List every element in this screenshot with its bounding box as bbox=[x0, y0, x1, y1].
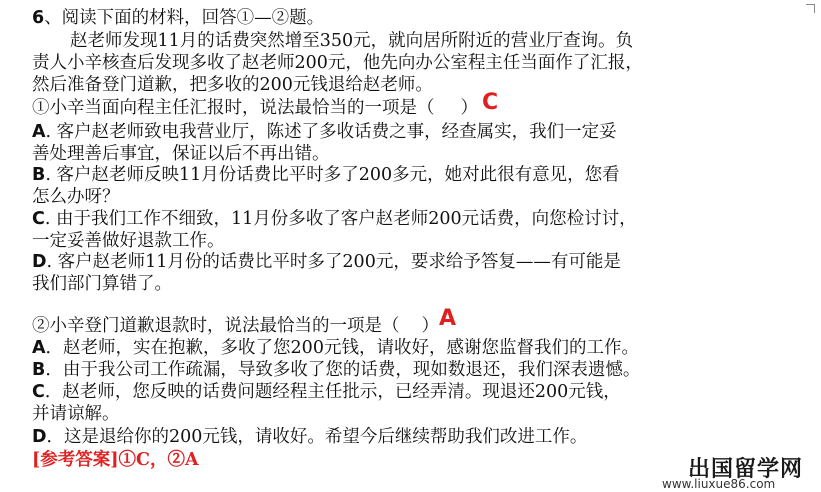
q1-option-a-cont: 善处理善后事宜，保证以后不再出错。 bbox=[32, 144, 330, 164]
option-text: . 客户赵老师反映11月份话费比平时多了200多元，她对此很有意见，您看 bbox=[45, 165, 620, 185]
option-text: . 由于我们工作不细致，11月份多收了客户赵老师200元话费，向您检讨讨， bbox=[44, 209, 637, 229]
option-text: ．这是退给你的200元钱，请收好。希望今后继续帮助我们改进工作。 bbox=[46, 427, 588, 447]
option-letter: B bbox=[32, 360, 46, 380]
q2-stem-text: ②小辛登门道歉退款时，说法最恰当的一项是（ bbox=[32, 316, 400, 336]
q2-option-a bbox=[32, 337, 639, 359]
q2-stem-close: ） bbox=[421, 316, 439, 336]
option-letter: B bbox=[32, 165, 46, 185]
option-letter: D bbox=[32, 427, 47, 447]
q1-option-d bbox=[32, 251, 621, 273]
q1-option-c bbox=[32, 208, 637, 230]
passage-line: 然后准备登门道歉，把多收的200元钱退给赵老师。 bbox=[32, 75, 433, 95]
question-number: 6 bbox=[32, 8, 45, 28]
option-letter: C bbox=[32, 382, 45, 402]
q1-answer-mark: C bbox=[482, 90, 499, 115]
q1-option-b-cont: 怎么办呀？ bbox=[32, 187, 120, 207]
passage-line: 责人小辛核查后发现多收了赵老师200元，他先向办公室程主任当面作了汇报， bbox=[32, 53, 643, 73]
option-text: ．由于我公司工作疏漏，导致多收了您的话费，现如数退还，我们深表遗憾。 bbox=[45, 360, 641, 380]
question-heading bbox=[32, 7, 324, 29]
option-text: . 客户赵老师致电我营业厅，陈述了多收话费之事，经查属实，我们一定妥 bbox=[45, 122, 617, 142]
option-text: . 客户赵老师11月份的话费比平时多了200元，要求给予答复——有可能是 bbox=[46, 252, 621, 272]
q1-stem-text: ①小辛当面向程主任汇报时，说法最恰当的一项是（ bbox=[32, 98, 435, 118]
site-watermark-name: 出国留学网 bbox=[688, 457, 804, 482]
option-letter: D bbox=[32, 252, 47, 272]
q1-option-a bbox=[32, 121, 617, 143]
q2-option-d bbox=[32, 426, 587, 448]
q2-answer-mark: A bbox=[439, 306, 457, 331]
q1-stem bbox=[32, 97, 478, 119]
q2-option-c-cont: 并请谅解。 bbox=[32, 404, 120, 424]
option-letter: A bbox=[32, 338, 46, 358]
passage-line: 赵老师发现11月的话费突然增至350元，就向居所附近的营业厅查询。负 bbox=[70, 31, 634, 51]
page-corner-mark bbox=[806, 4, 815, 13]
q1-option-c-cont: 一定妥善做好退款工作。 bbox=[32, 231, 225, 251]
option-text: ．赵老师，您反映的话费问题经程主任批示，已经弄清。现退还200元钱， bbox=[44, 382, 621, 402]
option-letter: C bbox=[32, 209, 45, 229]
q2-stem bbox=[32, 315, 439, 337]
option-letter: A bbox=[32, 122, 46, 142]
q1-option-d-cont: 我们部门算错了。 bbox=[32, 274, 172, 294]
q1-stem-close: ） bbox=[460, 98, 478, 118]
option-text: ．赵老师，实在抱歉，多收了您200元钱，请收好，感谢您监督我们的工作。 bbox=[45, 338, 639, 358]
q2-option-b bbox=[32, 359, 640, 381]
site-watermark-url: www.liuxue86.com bbox=[662, 477, 776, 491]
question-intro: 、阅读下面的材料，回答①—②题。 bbox=[44, 8, 325, 28]
q2-option-c bbox=[32, 381, 621, 403]
reference-answer: [参考答案]①C，②A bbox=[32, 450, 199, 470]
q1-option-b bbox=[32, 164, 620, 186]
